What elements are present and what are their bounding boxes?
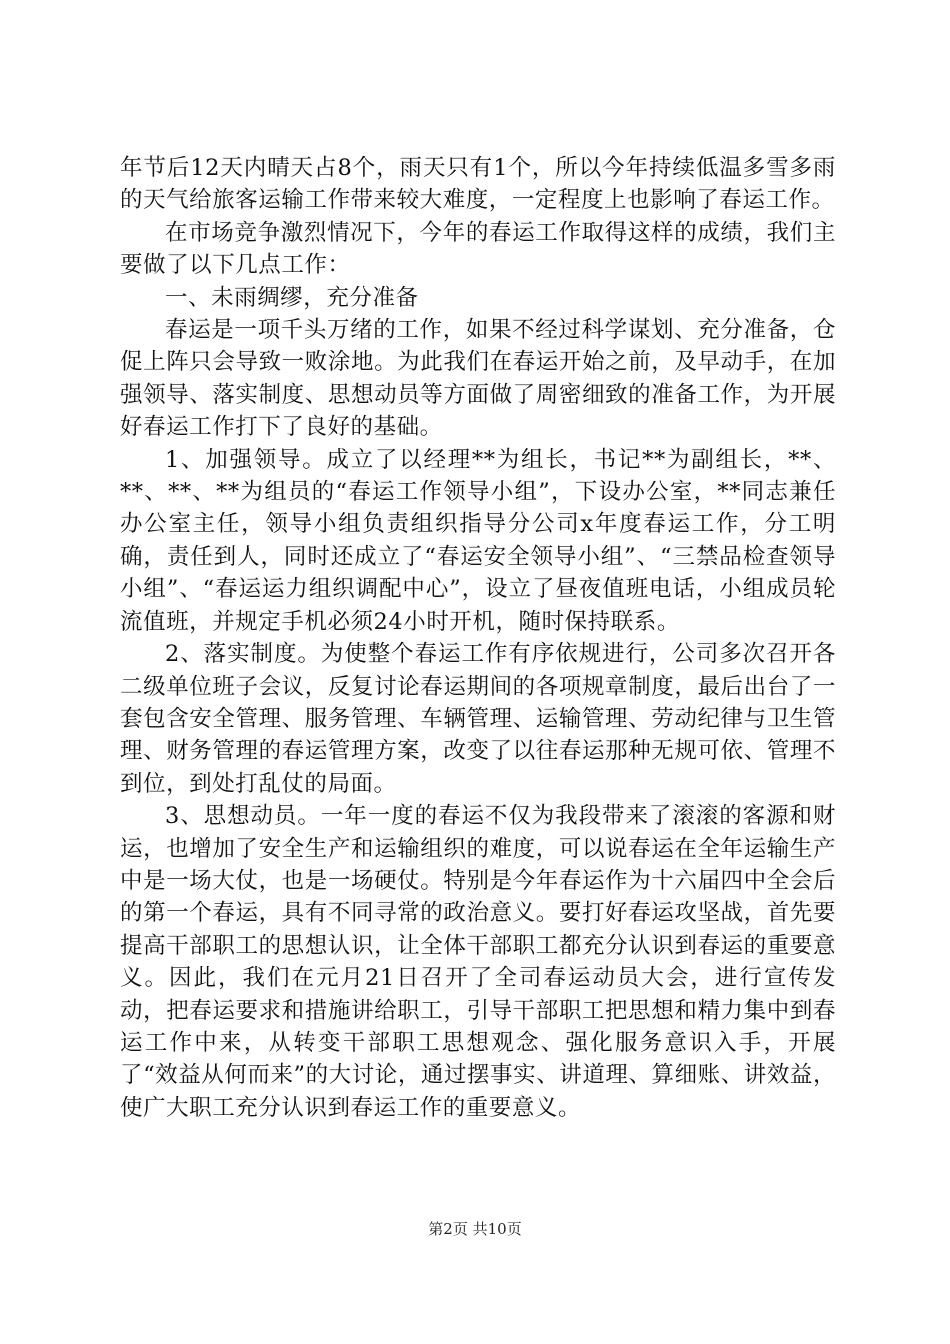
section-heading: 一、未雨绸缪，充分准备 [165,284,419,311]
paragraph-continuation: 年节后12天内晴天占8个，雨天只有1个，所以今年持续低温多雪多雨的天气给旅客运输工作带来较大难度，一定程度上也影响了春运工作。 [120,155,836,214]
paragraph-leadership: 1、加强领导。成立了以经理**为组长，书记**为副组长，**、**、**、**为组员的“春运工作领导小组”，下设办公室，**同志兼任办公室主任，领导小组负责组织指导分公司x年度春运工作，分工明确，责任到人，同时还成立了“春运安全领导小组”、“三禁品检查领导小组”、“春运运力组织调配中心”，设立了昼夜值班电话，小组成员轮流值班，并规定手机必须24小时开机，随时保持联系。 [120,446,836,635]
paragraph-mobilization: 3、思想动员。一年一度的春运不仅为我段带来了滚滚的客源和财运，也增加了安全生产和运输组织的难度，可以说春运在全年运输生产中是一场大仗，也是一场硬仗。特别是今年春运作为十六届四中全会后的第一个春运，具有不同寻常的政治意义。要打好春运攻坚战，首先要提高干部职工的思想认识，让全体干部职工都充分认识到春运的重要意义。因此，我们在元月21日召开了全司春运动员大会，进行宣传发动，把春运要求和措施讲给职工，引导干部职工把思想和精力集中到春运工作中来，从转变干部职工思想观念、强化服务意识入手，开展了“效益从何而来”的大讨论，通过摆事实、讲道理、算细账、讲效益，使广大职工充分认识到春运工作的重要意义。 [120,803,836,1121]
paragraph-intro: 在市场竞争激烈情况下，今年的春运工作取得这样的成绩，我们主要做了以下几点工作： [120,219,836,279]
paragraph-regulations: 2、落实制度。为使整个春运工作有序依规进行，公司多次召开各二级单位班子会议，反复讨论春运期间的各项规章制度，最后出台了一套包含安全管理、服务管理、车辆管理、运输管理、劳动纪律与卫生管理、财务管理的春运管理方案，改变了以往春运那种无规可依、管理不到位，到处打乱仗的局面。 [120,641,836,797]
page-number-footer: 第2页 共10页 [428,1220,522,1238]
document-body [120,152,836,1124]
paragraph-preparation: 春运是一项千头万绪的工作，如果不经过科学谋划、充分准备，仓促上阵只会导致一败涂地。为此我们在春运开始之前，及早动手，在加强领导、落实制度、思想动员等方面做了周密细致的准备工作，为开展好春运工作打下了良好的基础。 [120,317,836,441]
